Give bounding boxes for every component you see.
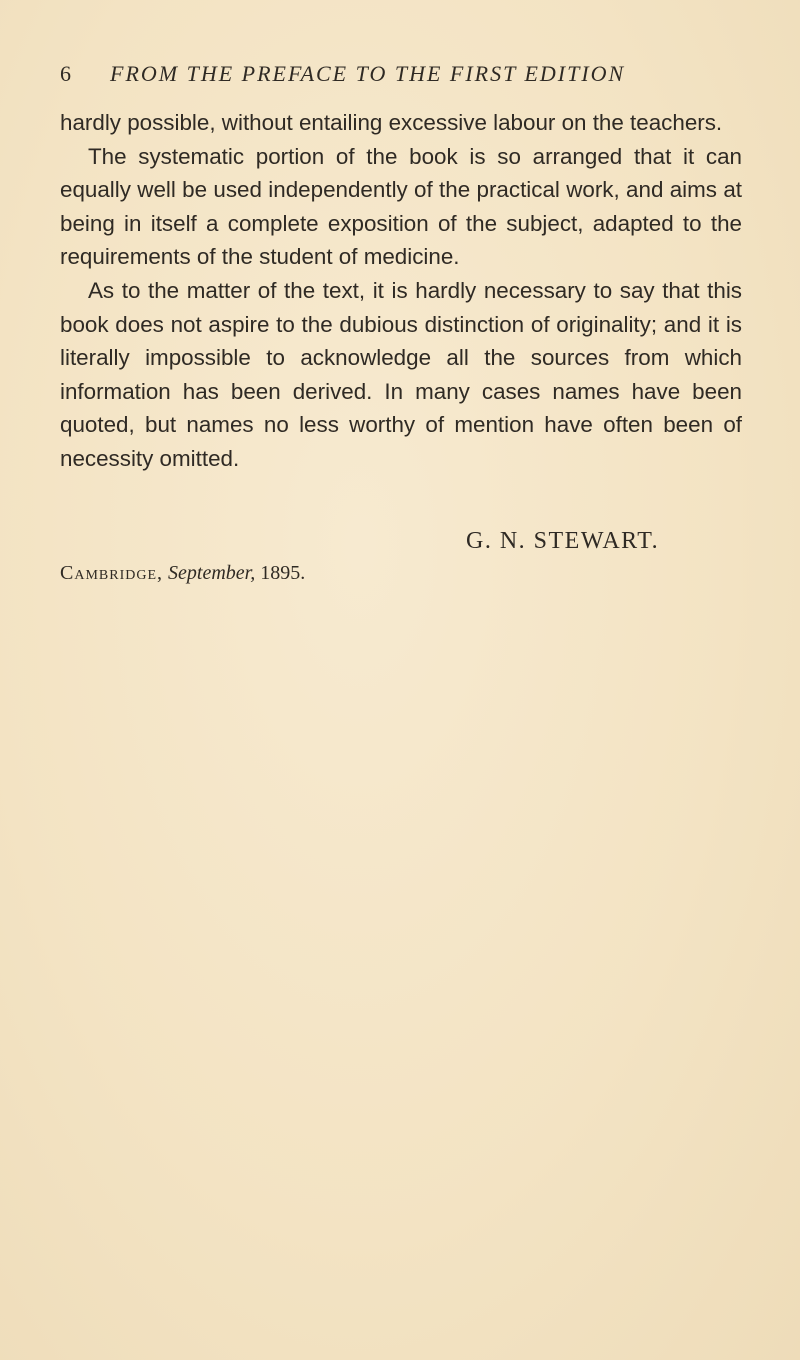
paragraph-systematic-portion: The systematic portion of the book is so arranged that it can equally well be used independently of the practical work, and aims at being in itself a complete exposition of the subject, adapted to the requirements of the student of medicine.: [60, 143, 742, 270]
dateline: [60, 562, 305, 585]
paragraph-continuation: hardly possible, without entailing excessive labour on the teachers.: [60, 110, 723, 135]
paragraph-matter-of-text: As to the matter of the text, it is hardly necessary to say that this book does not aspire to the dubious distinction of originality; and it is literally impossible to acknowledge all the sources from which information has been derived. In many cases names have been quoted, but names no less worthy of mention have often been of necessity omitted.: [60, 277, 742, 471]
dateline-month: September,: [168, 562, 256, 584]
dateline-year: 1895.: [260, 562, 306, 584]
author-signature: G. N. STEWART.: [466, 528, 660, 554]
body-text: [60, 106, 742, 476]
page-number: 6: [60, 61, 71, 86]
running-title: FROM THE PREFACE TO THE FIRST EDITION: [110, 61, 626, 86]
running-head: [60, 60, 740, 88]
dateline-place: Cambridge,: [60, 562, 164, 584]
